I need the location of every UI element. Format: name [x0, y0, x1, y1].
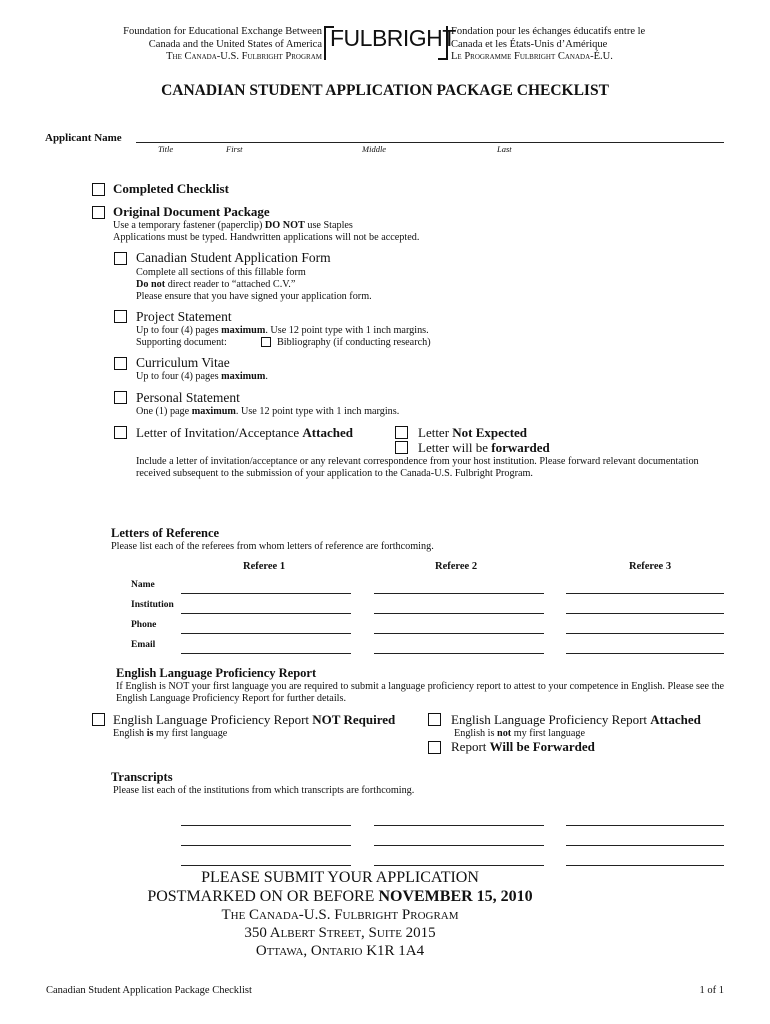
cv-note-b: maximum [221, 371, 266, 382]
forward-a: Report [451, 739, 487, 754]
original-note2: Applications must be typed. Handwritten applications will not be accepted. [113, 232, 420, 243]
not-required-b: NOT Required [312, 712, 396, 727]
personal-note-a: One (1) page [136, 406, 190, 417]
ref-row-email: Email [131, 640, 156, 650]
forward-b: Will be Forwarded [489, 739, 595, 754]
header-fr-line2: Canada et les États-Unis d’Amérique [451, 38, 608, 50]
submit-line2 [0, 888, 680, 906]
attached-b: Attached [650, 712, 701, 727]
header-fr-line1: Fondation pour les échanges éducatifs entre le [451, 26, 646, 37]
header-fr-line3: Le Programme Fulbright Canada-É.U. [451, 51, 613, 62]
forwarded-b: forwarded [491, 440, 550, 455]
submit-line3: The Canada-U.S. Fulbright Program [221, 907, 459, 923]
ref2-name-field[interactable] [374, 593, 544, 594]
not-first-a: English is [454, 728, 495, 739]
app-form-note2 [136, 279, 295, 291]
letter-attached-label-b: Attached [302, 425, 353, 440]
submit-line1: PLEASE SUBMIT YOUR APPLICATION [201, 869, 479, 886]
ref2-institution-field[interactable] [374, 613, 544, 614]
submit-line2-a: POSTMARKED ON OR BEFORE [147, 888, 375, 905]
app-form-note2-a: Do not [136, 279, 166, 290]
references-heading: Letters of Reference [111, 526, 220, 540]
personal-note-b: maximum [191, 406, 236, 417]
transcript3-field-c[interactable] [566, 865, 724, 866]
english-heading: English Language Proficiency Report [116, 666, 317, 680]
transcript1-field-a[interactable] [181, 825, 351, 826]
header-en-line1: Foundation for Educational Exchange Between [123, 26, 322, 37]
bibliography-label: Bibliography (if conducting research) [277, 337, 431, 348]
application-form-label: Canadian Student Application Form [136, 250, 331, 265]
transcript2-field-b[interactable] [374, 845, 544, 846]
references-note: Please list each of the referees from whom letters of reference are forthcoming. [111, 541, 434, 552]
app-form-note2-b: direct reader to “attached C.V.” [167, 279, 296, 290]
project-note1-b: maximum [221, 325, 266, 336]
applicant-last-caption: Last [497, 144, 512, 154]
ref-row-institution: Institution [131, 600, 174, 610]
transcript1-field-b[interactable] [181, 845, 351, 846]
project-note1-a: Up to four (4) pages [136, 325, 219, 336]
not-required-a: English Language Proficiency Report [113, 712, 310, 727]
personal-statement-checkbox[interactable] [114, 391, 127, 404]
header-en-line2: Canada and the United States of America [148, 38, 322, 50]
ref1-name-field[interactable] [181, 593, 351, 594]
footer-left: Canadian Student Application Package Checklist [46, 985, 252, 996]
attached-a: English Language Proficiency Report [451, 712, 648, 727]
english-first-language-note [113, 728, 227, 740]
applicant-title-caption: Title [158, 144, 174, 154]
applicant-middle-caption: Middle [362, 144, 387, 154]
personal-statement-label: Personal Statement [136, 390, 240, 405]
english-note2: English Language Proficiency Report for further details. [116, 693, 346, 704]
letter-attached-label-a: Letter of Invitation/Acceptance [136, 425, 300, 440]
referee-3-header: Referee 3 [629, 561, 672, 572]
first-lang-a: English [113, 728, 145, 739]
project-statement-checkbox[interactable] [114, 310, 127, 323]
submit-line5: Ottawa, Ontario K1R 1A4 [255, 943, 425, 959]
english-note1: If English is NOT your first language you are required to submit a language proficiency report to attest to your competence in English. Please see the [116, 681, 725, 692]
original-note1 [113, 220, 353, 232]
english-attached-checkbox[interactable] [428, 713, 441, 726]
ref1-email-field[interactable] [181, 653, 351, 654]
letter-not-expected-checkbox[interactable] [395, 426, 408, 439]
submit-line4: 350 Albert Street, Suite 2015 [244, 925, 436, 941]
personal-note-c: . Use 12 point type with 1 inch margins. [235, 406, 400, 417]
fulbright-logo [324, 22, 456, 64]
ref2-email-field[interactable] [374, 653, 544, 654]
app-form-note1: Complete all sections of this fillable form [136, 267, 306, 278]
ref3-name-field[interactable] [566, 593, 724, 594]
transcript3-field-b[interactable] [566, 845, 724, 846]
english-forwarded-checkbox[interactable] [428, 741, 441, 754]
original-note1-a: Use a temporary fastener (paperclip) [113, 220, 263, 231]
referee-1-header: Referee 1 [243, 561, 286, 572]
project-note2: Supporting document: [136, 337, 227, 348]
header-french [451, 26, 671, 64]
letter-forwarded-checkbox[interactable] [395, 441, 408, 454]
transcripts-heading: Transcripts [111, 770, 173, 784]
page-title: CANADIAN STUDENT APPLICATION PACKAGE CHECKLIST [161, 82, 609, 99]
header-english [118, 26, 322, 64]
cv-note [136, 371, 268, 383]
ref1-institution-field[interactable] [181, 613, 351, 614]
logo-text: FULBRIGHT [330, 25, 456, 51]
ref2-phone-field[interactable] [374, 633, 544, 634]
applicant-first-caption: First [226, 144, 243, 154]
original-package-label: Original Document Package [113, 204, 270, 219]
letter-note1: Include a letter of invitation/acceptance or any relevant correspondence from your host institution. Please forward relevant documentation [136, 456, 699, 467]
letter-forwarded-label [418, 440, 550, 456]
original-package-checkbox[interactable] [92, 206, 105, 219]
letter-attached-checkbox[interactable] [114, 426, 127, 439]
project-note1 [136, 325, 429, 337]
not-expected-a: Letter [418, 425, 450, 440]
not-first-b: not [497, 728, 512, 739]
forwarded-a: Letter will be [418, 440, 489, 455]
english-attached-label [451, 712, 701, 728]
ref-row-name: Name [131, 580, 155, 590]
first-lang-c: my first language [156, 728, 228, 739]
english-not-required-checkbox[interactable] [92, 713, 105, 726]
bibliography-checkbox[interactable] [261, 337, 271, 347]
original-note1-b: DO NOT [264, 220, 305, 231]
letter-not-expected-label [418, 425, 527, 441]
header-en-line3: The Canada-U.S. Fulbright Program [166, 51, 322, 62]
applicant-name-line[interactable] [136, 142, 724, 143]
letter-note2: received subsequent to the submission of your application to the Canada-U.S. Fulbright Program. [136, 468, 533, 479]
curriculum-vitae-checkbox[interactable] [114, 357, 127, 370]
english-forwarded-label [451, 739, 595, 755]
transcript2-field-a[interactable] [374, 825, 544, 826]
footer-page-number: 1 of 1 [699, 985, 724, 996]
transcripts-note: Please list each of the institutions from which transcripts are forthcoming. [113, 785, 415, 796]
personal-note [136, 406, 399, 418]
first-lang-b: is [146, 728, 154, 739]
cv-note-c: . [265, 371, 268, 382]
not-first-c: my first language [513, 728, 586, 739]
letter-attached-label [136, 425, 353, 441]
application-form-checkbox[interactable] [114, 252, 127, 265]
english-not-required-label [113, 712, 395, 728]
original-note1-c: use Staples [307, 220, 353, 231]
ref1-phone-field[interactable] [181, 633, 351, 634]
app-form-note3: Please ensure that you have signed your application form. [136, 291, 372, 302]
transcript2-field-c[interactable] [374, 865, 544, 866]
completed-checklist-checkbox[interactable] [92, 183, 105, 196]
ref3-email-field[interactable] [566, 653, 724, 654]
submit-deadline: NOVEMBER 15, 2010 [378, 888, 533, 905]
project-statement-label: Project Statement [136, 309, 232, 324]
not-expected-b: Not Expected [452, 425, 528, 440]
ref-row-phone: Phone [131, 620, 157, 630]
ref3-institution-field[interactable] [566, 613, 724, 614]
completed-checklist-label: Completed Checklist [113, 181, 229, 196]
curriculum-vitae-label: Curriculum Vitae [136, 355, 230, 370]
transcript3-field-a[interactable] [566, 825, 724, 826]
project-note1-c: . Use 12 point type with 1 inch margins. [265, 325, 429, 336]
transcript1-field-c[interactable] [181, 865, 351, 866]
ref3-phone-field[interactable] [566, 633, 724, 634]
referee-2-header: Referee 2 [435, 561, 478, 572]
applicant-name-label: Applicant Name [45, 132, 122, 144]
cv-note-a: Up to four (4) pages [136, 371, 219, 382]
